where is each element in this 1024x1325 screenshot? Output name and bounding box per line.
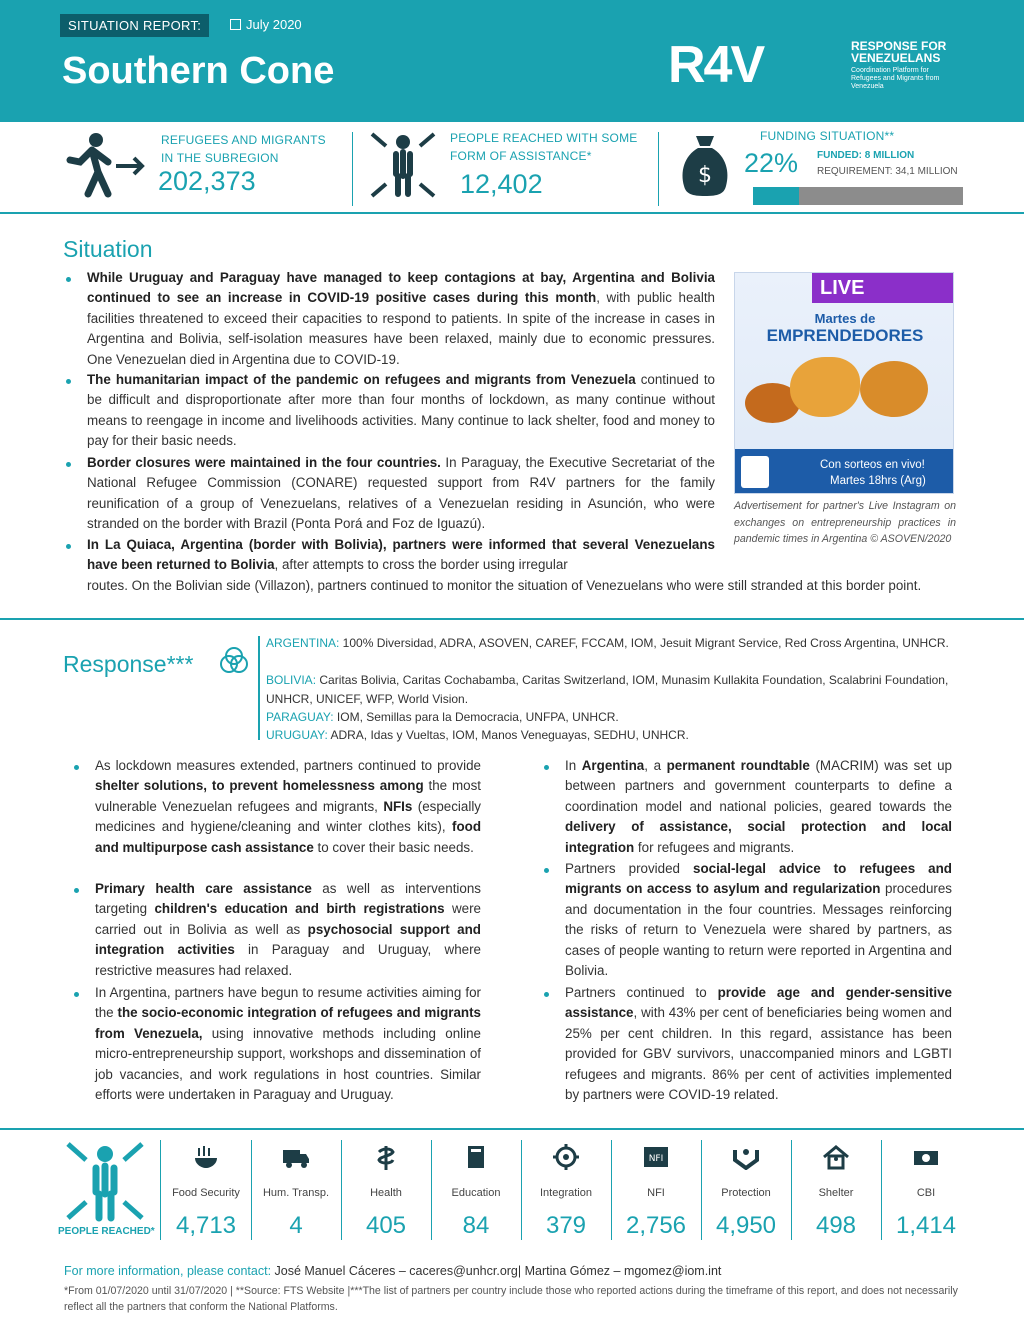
text-run: , a	[644, 758, 667, 773]
ad-food-image	[790, 357, 860, 417]
text-run: In	[565, 758, 582, 773]
logo-subtitle: Coordination Platform for Refugees and Migrants from Venezuela	[851, 67, 940, 90]
text-bold: the socio-economic integration of refugees and migrants from Venezuela,	[95, 1005, 481, 1041]
text-run: procedures and documentation in the four countries. Messages reinforcing the risks of return to Venezuela were shared by partners, as cases of people wanting to return were reported in Argentina and Bolivia.	[565, 881, 952, 979]
svg-text:$: $	[698, 163, 712, 188]
text-run: to cover their basic needs.	[313, 839, 474, 855]
partners-country: URUGUAY:	[266, 728, 328, 742]
sector-value: 4,950	[715, 1212, 777, 1239]
text-run: , with 43% per cent of beneficiaries being women and 25% per cent children. In this regard, assistance has been provided for GBV survivors, unaccompanied minors and LGBTI refugees and migrants. 86% per cent of activities implemented by partners were COVID-19 related.	[565, 1005, 952, 1103]
bullet-dot	[74, 888, 79, 893]
response-left-bullet-1	[95, 756, 481, 858]
situation-bullet-4	[87, 535, 715, 576]
bullet-dot	[74, 765, 79, 770]
nfi-icon	[641, 1144, 671, 1170]
ad-food-image	[860, 361, 928, 417]
partners-paraguay	[266, 708, 958, 727]
partners-country: ARGENTINA:	[266, 636, 340, 650]
reached-value: 12,402	[460, 169, 543, 199]
integration-icon	[551, 1144, 581, 1170]
r4v-logo	[668, 36, 988, 100]
partners-list: 100% Diversidad, ADRA, ASOVEN, CAREF, FCCAM, IOM, Jesuit Migrant Service, Red Cross Argentina, UNHCR.	[339, 636, 949, 650]
situation-bullet-1	[87, 268, 715, 370]
money-bag-icon	[680, 132, 730, 198]
truck-icon	[281, 1144, 311, 1170]
ad-title-line1: Martes de	[814, 311, 876, 326]
partners-list: IOM, Semillas para la Democracia, UNFPA, UNHCR.	[333, 710, 619, 724]
sector-value: 379	[545, 1212, 587, 1239]
text-bold: shelter solutions, to prevent homelessness among	[95, 778, 424, 794]
sector-value: 2,756	[625, 1212, 687, 1239]
text-run: As lockdown measures extended, partners continued to provide	[95, 758, 481, 773]
funding-requirement: REQUIREMENT: 34,1 MILLION	[817, 166, 958, 177]
kpi-divider	[352, 132, 353, 206]
situation-b2-bold: The humanitarian impact of the pandemic on refugees and migrants from Venezuela	[87, 372, 636, 387]
calendar-icon	[230, 19, 241, 30]
walking-person-icon	[64, 132, 146, 198]
partners-list: ADRA, Idas y Vueltas, IOM, Manos Veneguayas, SEDHU, UNHCR.	[327, 728, 689, 742]
sector-value: 1,414	[895, 1212, 957, 1239]
funded-amount: FUNDED: 8 MILLION	[817, 150, 915, 161]
sector-value: 498	[815, 1212, 857, 1239]
reached-label-line2: FORM OF ASSISTANCE*	[450, 149, 592, 163]
cash-icon	[911, 1144, 941, 1170]
book-icon	[461, 1144, 491, 1170]
text-run: In Argentina, partners have begun to resume activities aiming for the	[95, 985, 481, 1021]
partners-divider	[258, 636, 260, 740]
partners-list: Caritas Bolivia, Caritas Cochabamba, Caritas Switzerland, IOM, Munasim Kullakita Foundation, Scalabrini Foundation, UNHCR, UNICEF, WFP, World Vision.	[266, 673, 949, 706]
funding-progress-bar	[753, 187, 963, 205]
svg-text:NFI: NFI	[648, 1154, 664, 1164]
ad-caption: Advertisement for partner's Live Instagram on exchanges on entrepreneurship practices in pandemic times in Argentina © ASOVEN/2020	[734, 500, 956, 546]
ad-footer-line2: Martes 18hrs (Arg)	[830, 475, 926, 487]
situation-b2-text: continued to be difficult and disproportionate after more than four months of lockdown, as many continue without means to reengage in income and livelihoods activities. Many continue to lack shelter, food and money to pay for their basic needs.	[87, 372, 715, 449]
ad-partner-logo	[741, 456, 769, 488]
partners-bolivia	[266, 671, 958, 708]
ad-footer-line1: Con sorteos en vivo!	[820, 459, 925, 471]
text-run: Partners provided	[565, 861, 694, 876]
text-bold: Primary health care assistance	[95, 881, 312, 896]
sector-label: Hum. Transp.	[262, 1187, 330, 1199]
text-bold: food and multipurpose cash assistance	[95, 819, 481, 855]
reached-label	[450, 129, 638, 165]
funding-label: FUNDING SITUATION**	[760, 129, 895, 143]
ad-live-badge: LIVE	[812, 273, 954, 303]
response-right-bullet-3	[565, 983, 952, 1105]
reached-label-line1: PEOPLE REACHED WITH SOME	[450, 131, 638, 145]
shelter-icon	[821, 1144, 851, 1170]
text-run: as well as interventions targeting	[95, 881, 481, 917]
sector-value: 405	[365, 1212, 407, 1239]
sector-value: 4	[289, 1212, 303, 1239]
partners-country: BOLIVIA:	[266, 673, 317, 687]
text-run: for refugees and migrants.	[634, 839, 795, 855]
text-run: the most vulnerable Venezuelan refugees and migrants,	[95, 778, 481, 814]
sector-label: NFI	[647, 1187, 665, 1199]
text-bold: NFIs	[383, 798, 413, 814]
bullet-dot	[66, 462, 71, 467]
situation-b3-text: In Paraguay, the Executive Secretariat of the National Refugee Commission (CONARE) requested support from R4V partners for the family reunification of a group of Venezuelans, relatives of a Venezuelan residing in Asunción, who were stranded on the border with Brazil (Ponta Porá and Foz de Iguazú).	[87, 455, 715, 532]
bullet-dot	[74, 992, 79, 997]
bullet-dot	[66, 277, 71, 282]
report-date	[230, 17, 302, 32]
text-bold: social-legal advice to refugees and migrants on access to asylum and regularization	[565, 861, 952, 897]
refugees-label-line2: IN THE SUBREGION	[161, 151, 279, 165]
section-divider	[0, 618, 1024, 620]
refugees-label	[161, 131, 326, 167]
text-run: (MACRIM) was set up between partners and government counterparts to define a coordination model and national policies, geared towards the	[565, 758, 953, 814]
situation-bullet-3	[87, 453, 715, 535]
contact-lead: For more information, please contact:	[64, 1264, 272, 1278]
sector-label: CBI	[916, 1187, 936, 1199]
kpi-divider	[658, 132, 659, 206]
funding-progress-fill	[753, 187, 799, 205]
response-left-bullet-2	[95, 879, 481, 981]
section-divider	[0, 1128, 1024, 1130]
people-reached-label: PEOPLE REACHED*	[58, 1226, 155, 1237]
protection-icon	[731, 1144, 761, 1170]
sector-value: 84	[462, 1212, 490, 1239]
bullet-dot	[66, 379, 71, 384]
ad-title-line2: EMPRENDEDORES	[766, 326, 924, 345]
logo-line1: RESPONSE FOR	[851, 39, 947, 53]
footnotes: *From 01/07/2020 until 31/07/2020 | **Source: FTS Website |***The list of partners per country include those who reported actions during the timeframe of this report, and does not necessarily reflect all the partners that conform the National Platforms.	[64, 1285, 958, 1313]
text-run: in Paraguay and Uruguay, where restrictive measures had relaxed.	[95, 942, 481, 978]
refugees-label-line1: REFUGEES AND MIGRANTS	[161, 133, 326, 147]
contact-details: José Manuel Cáceres – caceres@unhcr.org| Martina Gómez – mgomez@iom.int	[271, 1264, 722, 1278]
partners-argentina	[266, 634, 958, 653]
bullet-dot	[66, 544, 71, 549]
situation-b1-bold: While Uruguay and Paraguay have managed to keep contagions at bay, Argentina and Bolivia continued to see an increase in COVID-19 positive cases during this month	[87, 270, 715, 306]
logo-mark: R4V	[668, 36, 764, 94]
situation-title: Situation	[63, 236, 153, 262]
partners-icon	[218, 645, 250, 677]
sector-label: Shelter	[818, 1187, 854, 1199]
refugees-value: 202,373	[158, 166, 256, 196]
logo-title	[851, 40, 946, 64]
report-header	[0, 0, 1024, 122]
text-bold: permanent roundtable	[666, 758, 810, 773]
health-icon	[371, 1144, 401, 1170]
date-text: July 2020	[246, 17, 302, 32]
response-right-bullet-1	[565, 756, 952, 858]
bullet-dot	[544, 868, 549, 873]
sector-value: 4,713	[175, 1212, 237, 1239]
bullet-dot	[544, 992, 549, 997]
sector-label: Protection	[721, 1187, 771, 1199]
text-run: were carried out in Bolivia as well as	[95, 901, 481, 937]
situation-b1-text: , with public health facilities threatened to exceed their capacities to respond to patients. In spite of the increase in cases in Argentina and Bolivia, self-isolation measures have been relaxed, mainly due to economic pressures. One Venezuelan died in Argentina due to COVID-19.	[87, 290, 715, 367]
funding-percent: 22%	[744, 148, 799, 178]
situation-b3-bold: Border closures were maintained in the four countries.	[87, 455, 441, 470]
sector-label: Education	[451, 1187, 501, 1199]
text-bold: Argentina	[581, 758, 645, 773]
text-run: Partners continued to	[565, 985, 718, 1000]
report-type-tag: SITUATION REPORT:	[60, 14, 209, 37]
text-bold: psychosocial support and integration activities	[95, 921, 481, 958]
sector-label: Health	[370, 1187, 402, 1199]
situation-b4-bold: In La Quiaca, Argentina (border with Bolivia), partners were informed that several Venezuelans have been returned to Bolivia	[87, 537, 715, 573]
text-run: using innovative methods including online micro-entrepreneurship support, workshops and dissemination of job vacancies, and work regulations in host countries. Similar efforts were undertaken in Paraguay and Uruguay.	[95, 1025, 481, 1103]
text-bold: provide age and gender-sensitive assistance	[565, 985, 952, 1021]
contact-line	[64, 1264, 721, 1278]
page-title: Southern Cone	[62, 50, 335, 92]
food-bowl-icon	[191, 1144, 221, 1170]
text-bold: children's education and birth registrations	[154, 901, 445, 917]
response-left-bullet-3	[95, 983, 481, 1105]
people-reached-icon	[64, 1140, 146, 1222]
text-bold: delivery of assistance, social protection and local integration	[565, 819, 952, 855]
text-run: (especially medicines and hygiene/cleaning and winter clothes kits),	[95, 798, 482, 835]
sector-label: Food Security	[172, 1187, 240, 1199]
sector-label: Integration	[540, 1187, 592, 1199]
logo-line2: VENEZUELANS	[851, 51, 941, 65]
situation-bullet-2	[87, 370, 715, 452]
partners-country: PARAGUAY:	[266, 710, 334, 724]
situation-bullet-4-continued: routes. On the Bolivian side (Villazon), partners continued to monitor the situation of Venezuelans who were still stranded at this border point.	[87, 578, 922, 593]
person-arrows-icon	[368, 130, 438, 200]
partners-uruguay	[266, 726, 958, 745]
response-right-bullet-2	[565, 859, 952, 981]
response-title: Response***	[63, 651, 194, 677]
bullet-dot	[544, 765, 549, 770]
situation-b4-text: , after attempts to cross the border using irregular	[274, 557, 568, 573]
